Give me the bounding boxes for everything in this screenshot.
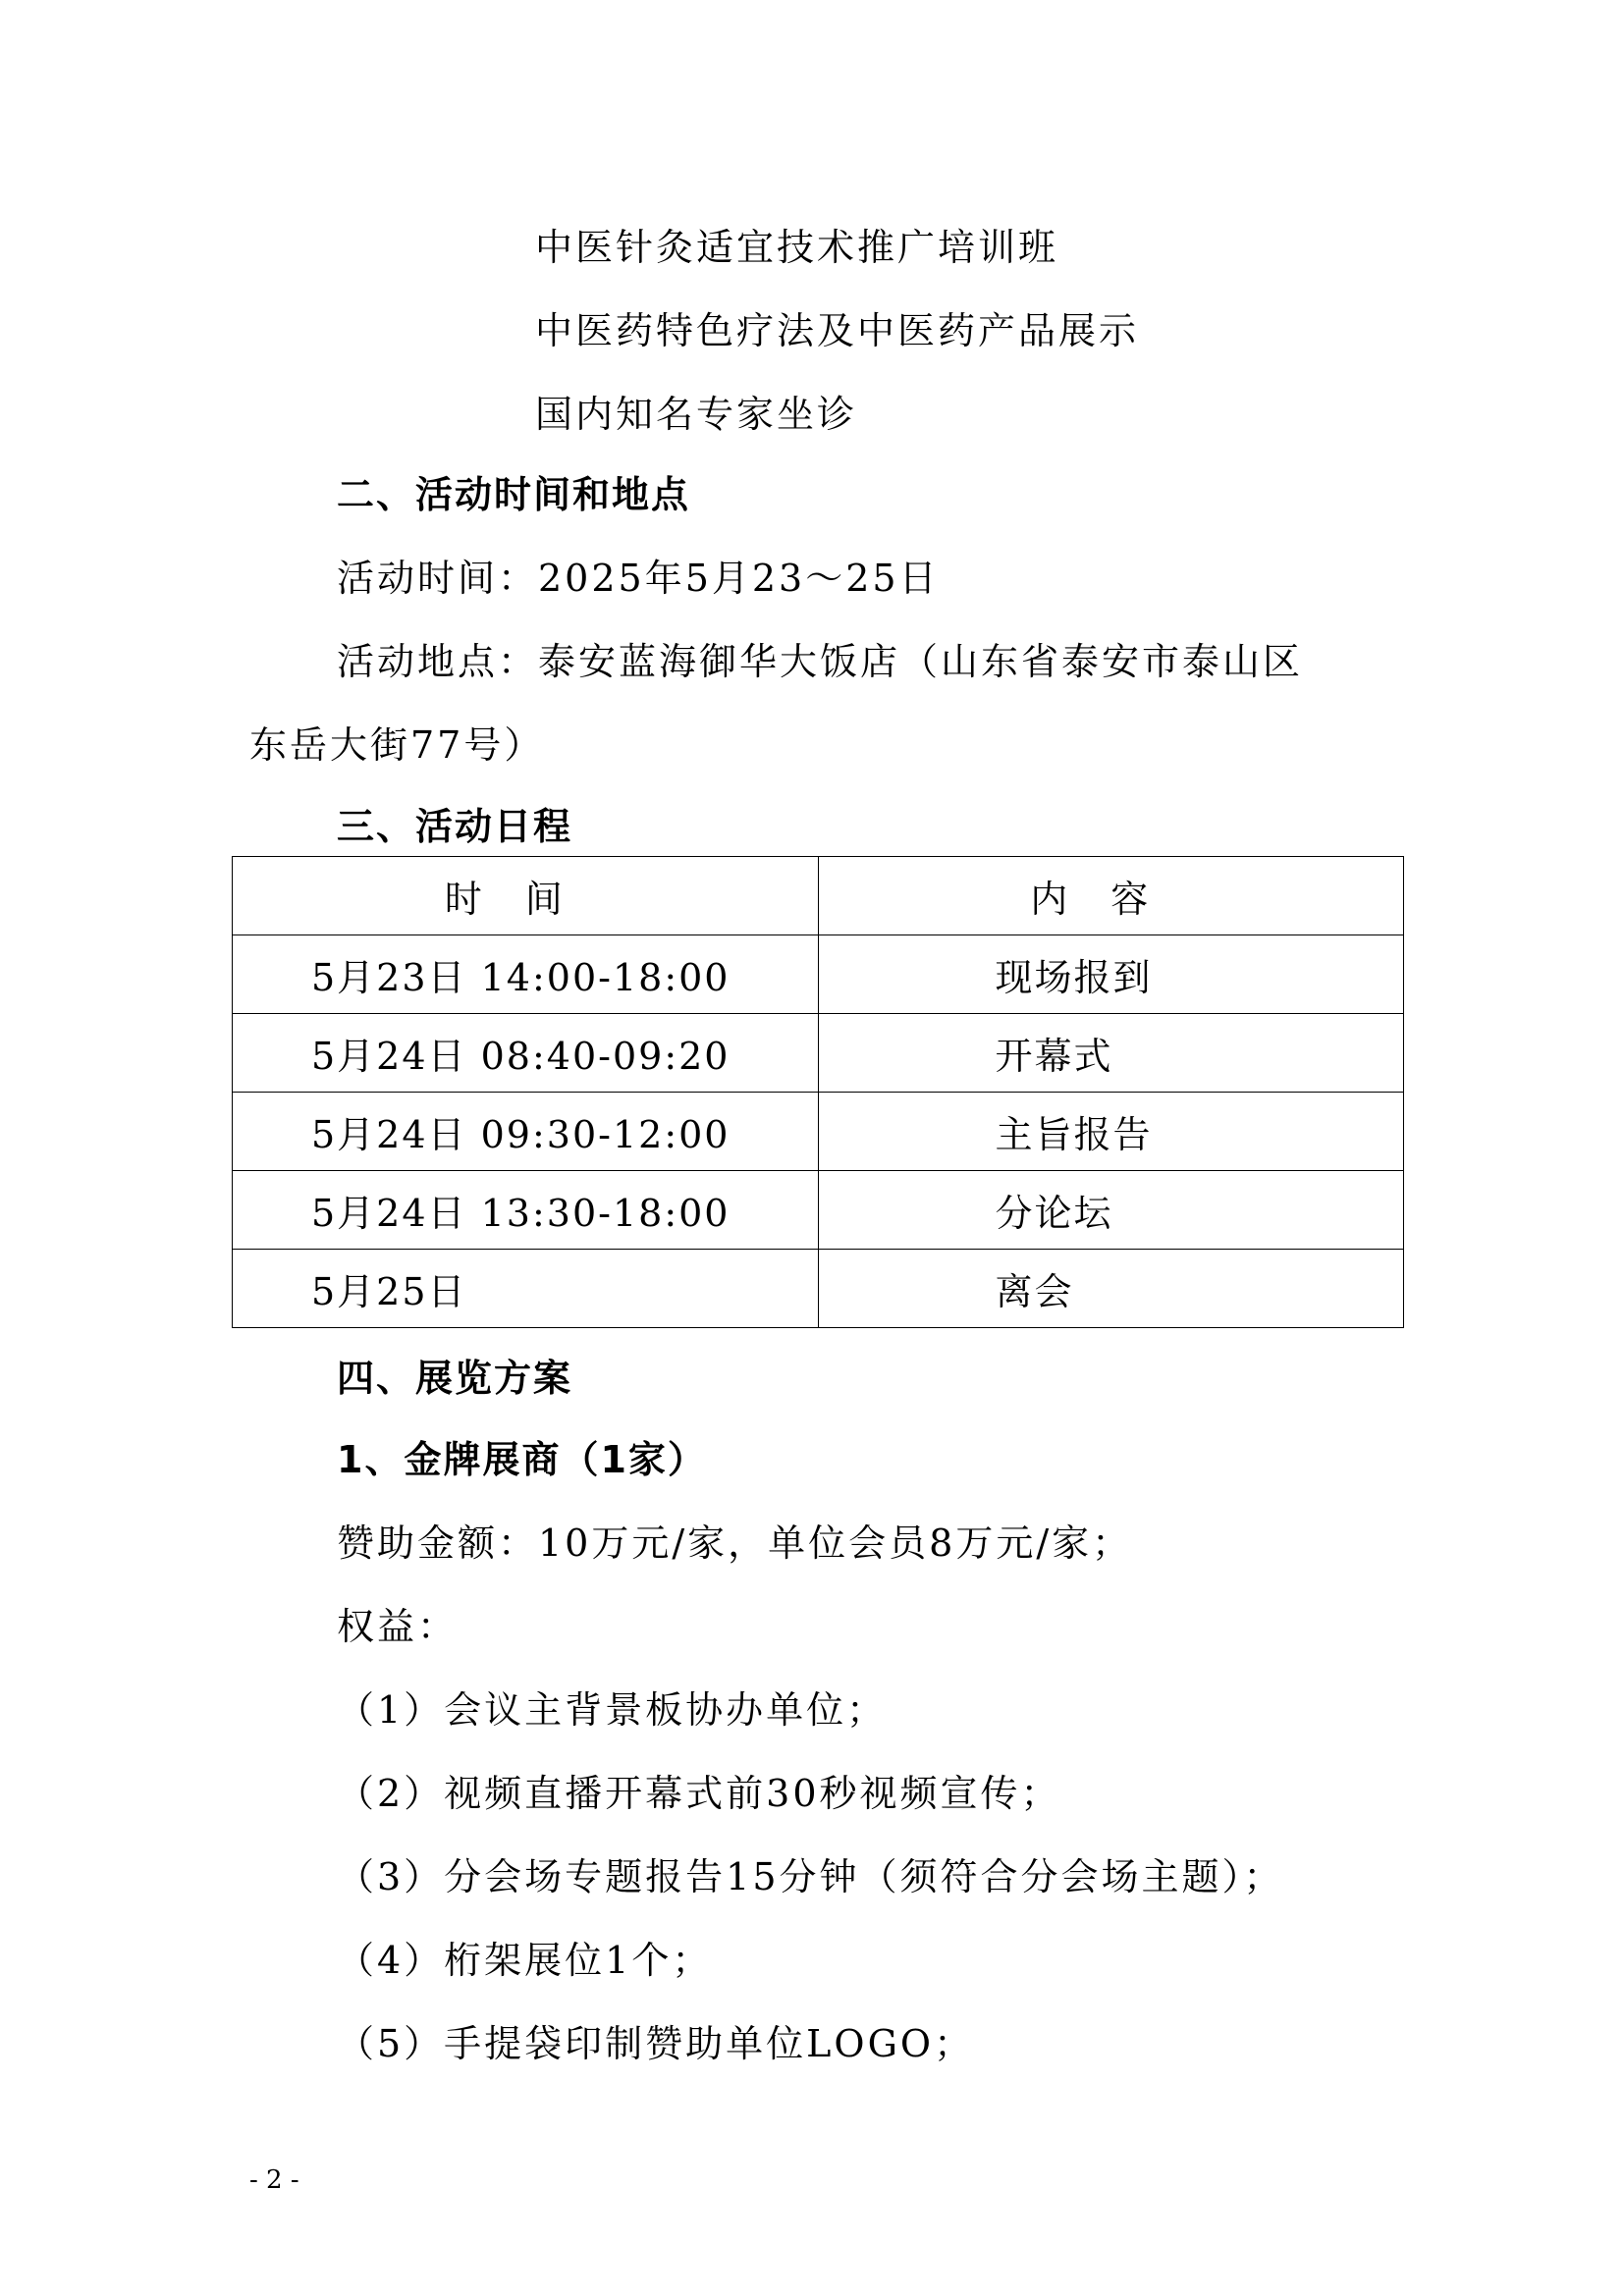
- table-row: [233, 935, 1404, 1014]
- event-place-cont: 东岳大街77号）: [249, 723, 545, 767]
- section-heading: 三、活动日程: [337, 805, 573, 848]
- column-header: 内容: [818, 857, 1404, 935]
- schedule-content: 现场报到: [818, 935, 1404, 1014]
- page-number: - 2 -: [249, 2165, 299, 2195]
- schedule-time: 5月23日 14:00-18:00: [233, 935, 819, 1014]
- rights-label: 权益：: [337, 1605, 459, 1648]
- schedule-time: 5月25日: [233, 1250, 819, 1328]
- schedule-content: 分论坛: [818, 1171, 1404, 1250]
- section-heading: 二、活动时间和地点: [337, 473, 691, 516]
- column-header: 时间: [233, 857, 819, 935]
- subsection-heading: 1、金牌展商（1家）: [337, 1438, 707, 1481]
- section-heading: 四、展览方案: [337, 1357, 573, 1400]
- table-row: [233, 1171, 1404, 1250]
- table-row: [233, 1250, 1404, 1328]
- schedule-content: 离会: [818, 1250, 1404, 1328]
- schedule-content: 主旨报告: [818, 1093, 1404, 1171]
- rights-item: （2）视频直播开幕式前30秒视频宣传；: [337, 1772, 1061, 1815]
- intro-item: 国内知名专家坐诊: [535, 393, 858, 436]
- schedule-table: [232, 856, 1404, 1328]
- schedule-time: 5月24日 09:30-12:00: [233, 1093, 819, 1171]
- rights-item: （5）手提袋印制赞助单位LOGO；: [337, 2022, 975, 2065]
- event-place: 活动地点：泰安蓝海御华大饭店（山东省泰安市泰山区: [337, 640, 1304, 683]
- schedule-time: 5月24日 08:40-09:20: [233, 1014, 819, 1093]
- table-header-row: [233, 857, 1404, 935]
- table-row: [233, 1093, 1404, 1171]
- intro-item: 中医针灸适宜技术推广培训班: [535, 226, 1059, 269]
- rights-item: （1）会议主背景板协办单位；: [337, 1688, 888, 1732]
- schedule-time: 5月24日 13:30-18:00: [233, 1171, 819, 1250]
- schedule-content: 开幕式: [818, 1014, 1404, 1093]
- rights-item: （3）分会场专题报告15分钟（须符合分会场主题）；: [337, 1855, 1284, 1898]
- rights-item: （4）桁架展位1个；: [337, 1939, 713, 1982]
- event-time: 活动时间：2025年5月23～25日: [337, 557, 940, 600]
- intro-item: 中医药特色疗法及中医药产品展示: [535, 309, 1140, 352]
- table-row: [233, 1014, 1404, 1093]
- sponsor-amount: 赞助金额：10万元/家，单位会员8万元/家；: [337, 1522, 1133, 1565]
